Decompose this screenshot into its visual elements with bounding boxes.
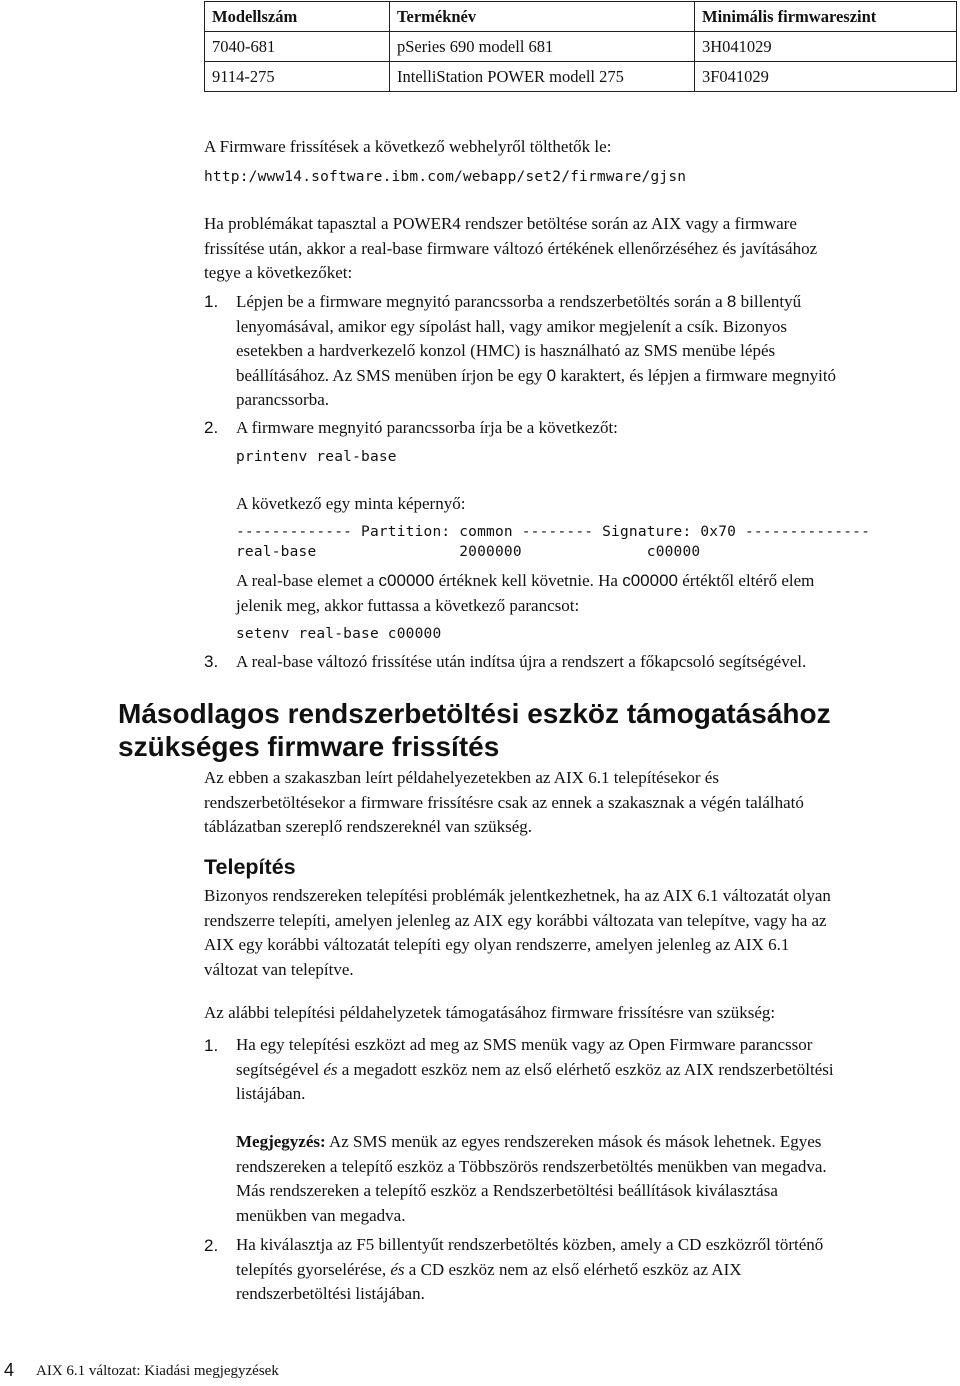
item-number: 2. <box>204 1236 219 1255</box>
step-2-text: A firmware megnyitó parancssorba írja be a következőt: <box>236 418 618 437</box>
sample-screen-line: real-base 2000000 c00000 <box>236 544 701 560</box>
note-label: Megjegyzés: <box>236 1132 326 1151</box>
page-number: 4 <box>4 1360 15 1380</box>
section-title: Másodlagos rendszerbetöltési eszköz támogatásához szükséges firmware frissítés <box>118 698 831 762</box>
table-cell: 3H041029 <box>695 32 957 62</box>
table-cell: 3F041029 <box>695 62 957 92</box>
table-cell: 9114-275 <box>205 62 390 92</box>
text-line: parancssorba. <box>236 390 329 409</box>
text-line: rendszerbetöltésekor a firmware frissítésre csak az ennek a szakasznak a végén található <box>204 792 804 812</box>
item-number: 1. <box>204 1036 219 1055</box>
note-block <box>236 1130 951 1228</box>
text-line: frissítése után, akkor a real-base firmware változó értékének ellenőrzéséhez és javításához <box>204 238 818 258</box>
text-line: lenyomásával, amikor egy sípolást hall, vagy amikor megjelenít a csík. Bizonyos <box>236 316 787 336</box>
command-setenv: setenv real-base c00000 <box>236 626 442 642</box>
text-line: Más rendszereken a telepítő eszköz a Rendszerbetöltési beállítások kiválasztása <box>236 1181 778 1200</box>
text-line: AIX egy korábbi változatát telepíti egy olyan rendszerre, amelyen jelenleg az AIX 6.1 <box>204 935 790 954</box>
table-row <box>205 32 957 62</box>
text-line: Ha egy telepítési eszközt ad meg az SMS menük vagy az Open Firmware parancssor <box>236 1035 813 1054</box>
text-line: Bizonyos rendszereken telepítési problémák jelentkezhetnek, ha az AIX 6.1 változatát olyan <box>204 886 831 905</box>
subsection-paragraph-1 <box>204 884 954 982</box>
key-0: 0 <box>546 365 557 385</box>
sample-label: A következő egy minta képernyő: <box>236 494 466 513</box>
table-cell: pSeries 690 modell 681 <box>390 32 695 62</box>
key-8: 8 <box>726 292 737 311</box>
table-header-cell: Modellszám <box>205 2 390 32</box>
text-line: rendszerbetöltési listájában. <box>236 1284 425 1303</box>
sample-screen-line: ------------- Partition: common -------- Signature: 0x70 -------------- <box>236 524 871 540</box>
text-line: beállításához. Az SMS menüben írjon be egy 0 karaktert, és lépjen a firmware megnyitó <box>236 365 837 385</box>
step-number: 2. <box>204 418 219 437</box>
subsection-title: Telepítés <box>204 855 296 879</box>
text-line: Ha problémákat tapasztal a POWER4 rendszer betöltése során az AIX vagy a firmware <box>204 214 797 233</box>
download-text: A Firmware frissítések a következő webhelyről tölthetők le: <box>204 137 612 156</box>
text-line: Lépjen be a firmware megnyitó parancssorba a rendszerbetöltés során a 8 billentyű <box>236 292 802 311</box>
text-line: változat van telepítve. <box>204 959 354 979</box>
text-line: A real-base elemet a c00000 értéknek kell követnie. Ha c00000 értéktől eltérő elem <box>236 571 815 590</box>
text-line: segítségével és a megadott eszköz nem az első elérhető eszköz az AIX rendszerbetöltési <box>236 1059 834 1079</box>
text-line: jelenik meg, akkor futtassa a következő parancsot: <box>236 595 580 615</box>
table-cell: 7040-681 <box>205 32 390 62</box>
text-line: táblázatban szereplő rendszereknél van szükség. <box>204 817 533 836</box>
text-line: listájában. <box>236 1084 306 1103</box>
text-line: Ha kiválasztja az F5 billentyűt rendszerbetöltés közben, amely a CD eszközről történő <box>236 1235 824 1254</box>
install-item-1 <box>236 1033 951 1107</box>
step-1-text <box>236 290 951 413</box>
firmware-table <box>204 1 957 92</box>
intro-paragraph <box>204 212 954 286</box>
command-printenv: printenv real-base <box>236 449 397 465</box>
table-header-row <box>205 2 957 32</box>
download-url[interactable]: http:/www14.software.ibm.com/webapp/set2/firmware/gjsn <box>204 169 687 185</box>
text-line: tegye a következőket: <box>204 263 353 282</box>
text-line: Az ebben a szakaszban leírt példahelyezetekben az AIX 6.1 telepítésekor és <box>204 768 719 787</box>
step-number: 1. <box>204 292 219 311</box>
table-header-cell: Minimális firmwareszint <box>695 2 957 32</box>
text-line: esetekben a hardverkezelő konzol (HMC) is használható az SMS menübe lépés <box>236 341 776 360</box>
table-header-cell: Terméknév <box>390 2 695 32</box>
text-line: rendszerre telepíti, amelyen jelenleg az AIX egy korábbi változata van telepítve, vagy ha az <box>204 910 827 930</box>
text-line: menükben van megadva. <box>236 1205 406 1225</box>
table-cell: IntelliStation POWER modell 275 <box>390 62 695 92</box>
section-paragraph <box>204 766 954 840</box>
text-line: telepítés gyorselérése, és a CD eszköz nem az első elérhető eszköz az AIX <box>236 1259 742 1279</box>
footer-text: AIX 6.1 változat: Kiadási megjegyzések <box>36 1363 279 1379</box>
install-item-2 <box>236 1233 951 1307</box>
expect-paragraph <box>236 569 951 618</box>
text-line: Megjegyzés: Az SMS menük az egyes rendszereken mások és mások lehetnek. Egyes <box>236 1132 822 1151</box>
subsection-paragraph-2: Az alábbi telepítési példahelyzetek támogatásához firmware frissítésre van szükség: <box>204 1003 776 1022</box>
step-3-text: A real-base változó frissítése után indítsa újra a rendszert a főkapcsoló segítségével. <box>236 652 807 671</box>
text-line: rendszereken a telepítő eszköz a Többszörös rendszerbetöltés menükben van megadva. <box>236 1156 827 1176</box>
table-row <box>205 62 957 92</box>
step-number: 3. <box>204 652 219 671</box>
